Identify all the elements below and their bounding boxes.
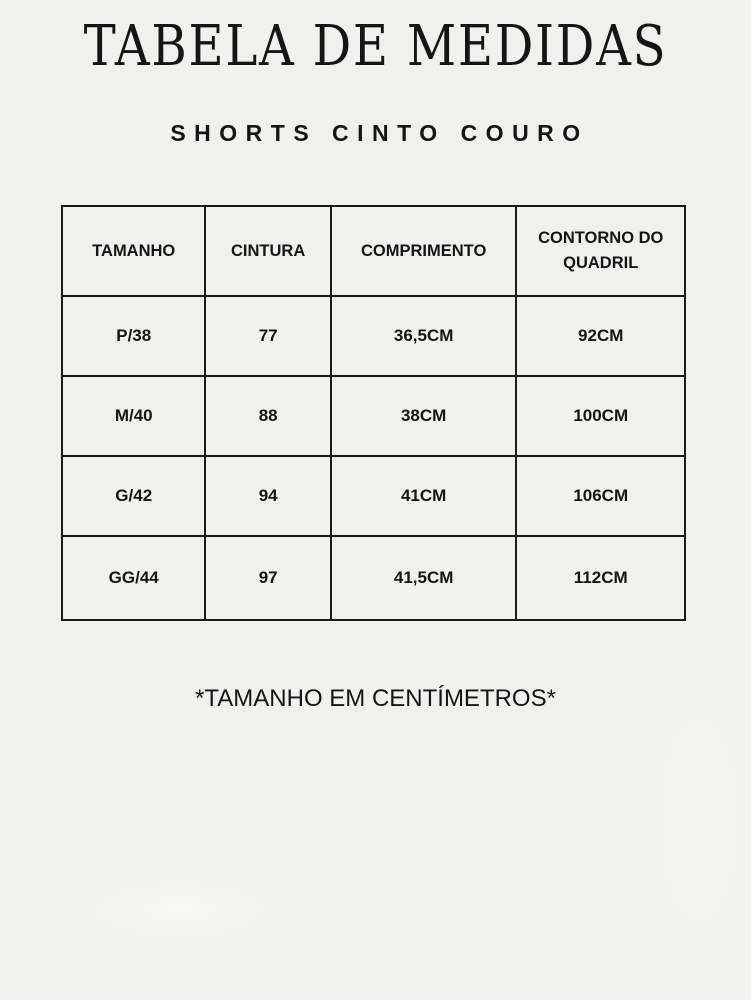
cell-cintura: 88 (205, 376, 330, 456)
page-title: TABELA DE MEDIDAS (83, 14, 668, 79)
cell-cintura: 94 (205, 456, 330, 536)
size-table (61, 205, 686, 621)
header-comprimento: COMPRIMENTO (331, 206, 517, 296)
cell-contorno-quadril: 112CM (516, 536, 685, 620)
table-row (62, 536, 685, 620)
header-contorno-quadril: CONTORNO DO QUADRIL (516, 206, 685, 296)
cell-comprimento: 38CM (331, 376, 517, 456)
cell-contorno-quadril: 100CM (516, 376, 685, 456)
header-tamanho: TAMANHO (62, 206, 205, 296)
table-row (62, 296, 685, 376)
measurement-note: *TAMANHO EM CENTÍMETROS* (195, 685, 556, 712)
table-row (62, 376, 685, 456)
cell-cintura: 77 (205, 296, 330, 376)
cell-cintura: 97 (205, 536, 330, 620)
table-row (62, 456, 685, 536)
cell-tamanho: GG/44 (62, 536, 205, 620)
cell-tamanho: P/38 (62, 296, 205, 376)
cell-comprimento: 41,5CM (331, 536, 517, 620)
cell-tamanho: M/40 (62, 376, 205, 456)
header-cintura: CINTURA (205, 206, 330, 296)
cell-contorno-quadril: 92CM (516, 296, 685, 376)
product-subtitle: SHORTS CINTO COURO (170, 120, 589, 146)
cell-tamanho: G/42 (62, 456, 205, 536)
cell-contorno-quadril: 106CM (516, 456, 685, 536)
cell-comprimento: 36,5CM (331, 296, 517, 376)
table-header-row (62, 206, 685, 296)
cell-comprimento: 41CM (331, 456, 517, 536)
